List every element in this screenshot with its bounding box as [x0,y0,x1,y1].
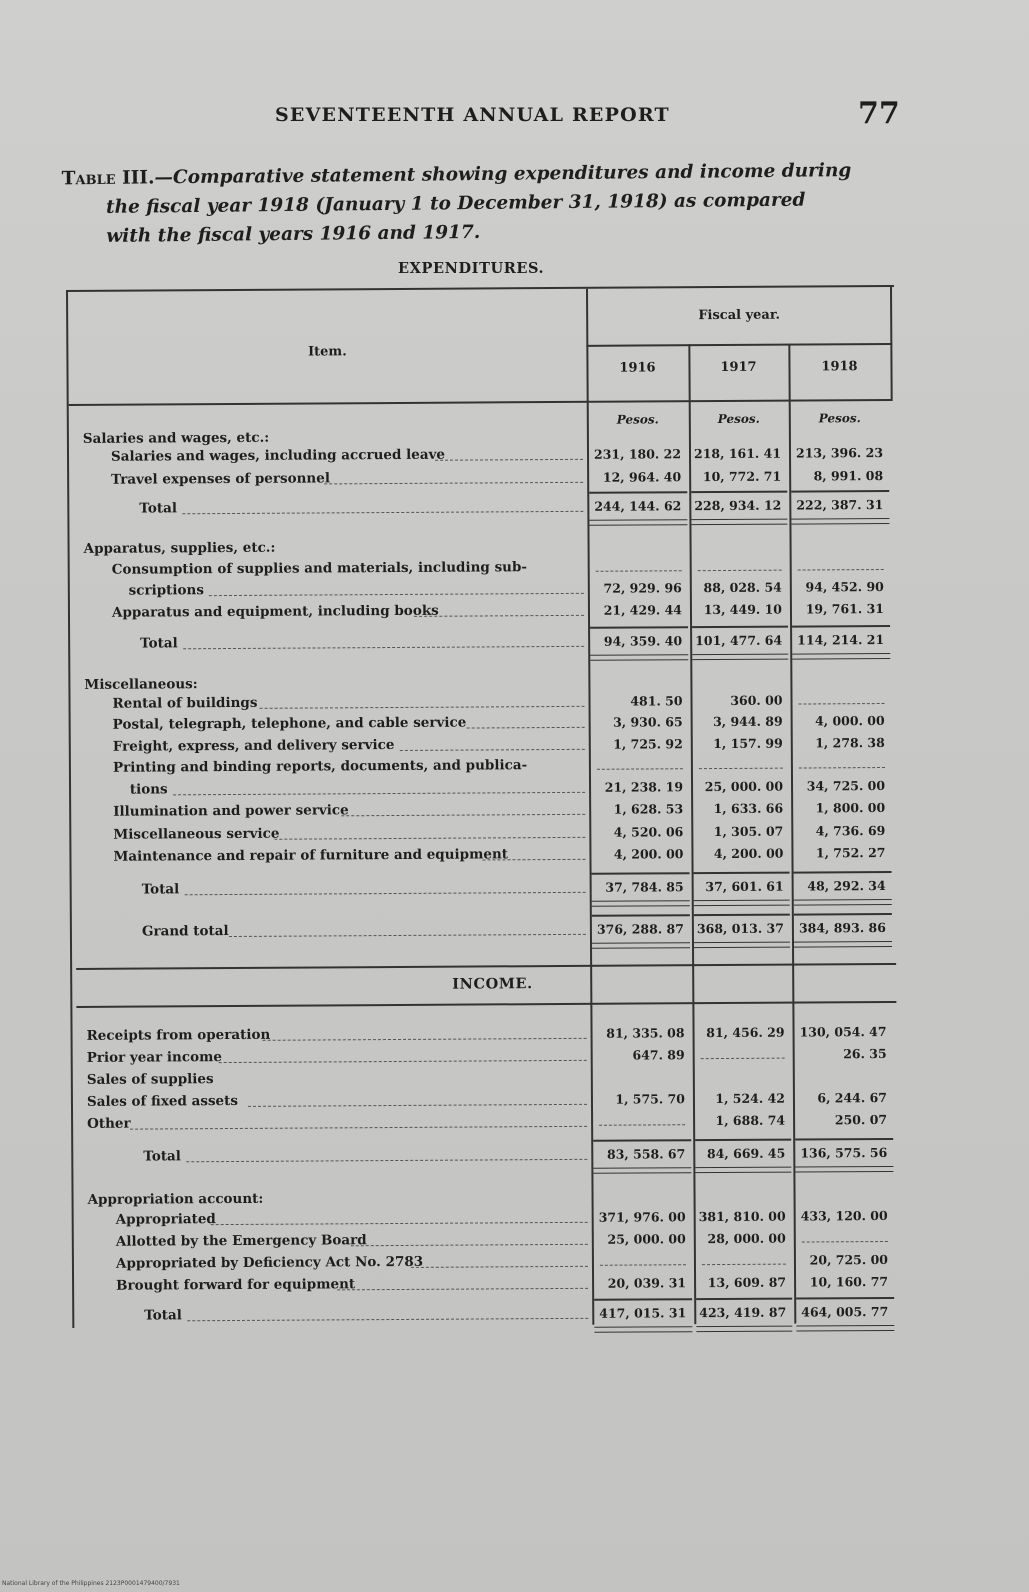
year-1916-header: 1916 [619,360,656,376]
inc-value-1918: 250. 07 [834,1112,888,1128]
total-rule-below [794,899,892,906]
inc-value-1918: 464, 005. 77 [801,1303,889,1320]
exp-value-1918: 4, 736. 69 [815,823,886,839]
exp-row-label: Salaries and wages, including accrued leave [110,446,446,465]
exp-value-1916: 21, 238. 19 [604,779,684,795]
total-rule-above [592,872,690,874]
exp-value-1917: 1, 633. 66 [713,800,784,817]
total-rule-below [594,1326,692,1333]
inc-value-1916: 83, 558. 67 [606,1146,686,1162]
empty-cell-dash [702,1264,786,1266]
empty-cell-dash [597,768,683,770]
inc-value-1917: 381, 810. 00 [698,1208,786,1225]
total-rule-below [590,654,688,661]
exp-value-1916: 1, 628. 53 [613,801,684,817]
library-footer: National Library of the Philippines 2123P0001479400/7931 [2,1580,180,1587]
caption-line-1: —Comparative statement showing expenditures and income during [154,160,852,189]
exp-value-1917: 101, 477. 64 [695,632,783,649]
dot-leader [414,615,584,617]
total-rule-above [694,872,790,874]
empty-cell-dash [802,1241,888,1243]
exp-value-1916: 37, 784. 85 [605,879,684,895]
total-rule-above [794,913,892,915]
inc-value-1917: 28, 000. 00 [707,1230,786,1247]
inc-value-1918: 136, 575. 56 [800,1144,888,1161]
total-rule-above [692,626,788,628]
dot-leader [400,749,585,751]
total-rule-below [791,518,889,525]
dot-leader [185,892,586,895]
inc-row-label: Total [143,1148,181,1165]
dot-leader [173,792,585,796]
inc-row-label: Appropriation account: [87,1190,264,1208]
dot-leader [229,934,586,937]
dot-leader [411,1266,588,1268]
dot-leader [263,1038,587,1041]
inc-value-1917: 423, 419. 87 [699,1304,787,1321]
inc-value-1918: 20, 725. 00 [809,1251,888,1268]
exp-value-1918: 1, 752. 27 [815,845,886,861]
exp-row-label: Grand total [141,923,229,940]
exp-row-label: Printing and binding reports, documents, and publica- [112,757,528,776]
inc-row-label: Receipts from operation [86,1026,271,1044]
empty-cell-dash [596,570,682,572]
year-1917-header: 1917 [720,359,757,376]
empty-cell-dash [799,767,885,769]
inc-row-label: Appropriated [115,1211,216,1228]
exp-value-1916: 3, 930. 65 [613,714,683,730]
inc-value-1916: 81, 335. 08 [606,1025,685,1041]
exp-value-1918: 1, 800. 00 [815,800,886,816]
dot-leader [183,646,584,649]
dot-leader [275,837,586,840]
exp-value-1917: 13, 449. 10 [703,601,783,618]
total-rule-above [796,1297,894,1299]
total-rule-below [694,942,790,949]
exp-value-1917: 37, 601. 61 [705,878,784,895]
exp-value-1918: 384, 893. 86 [798,920,886,936]
dot-leader [341,814,585,816]
dot-leader [466,727,584,729]
income-heading: INCOME. [452,975,533,993]
total-rule-above [696,1298,792,1300]
dot-leader [187,1318,588,1321]
exp-row-label: Rental of buildings [112,694,258,712]
exp-value-1916: 244, 144. 62 [594,498,682,514]
inc-value-1917: 1, 524. 42 [715,1090,785,1107]
income-rule-top [76,963,896,970]
exp-row-label: scriptions [128,582,204,599]
page-number: 77 [858,96,900,131]
unit-1916: Pesos. [616,412,659,427]
empty-cell-dash [798,569,884,571]
total-rule-below [592,900,690,907]
exp-row-label: Total [141,881,180,898]
empty-cell-dash [600,1264,686,1266]
total-rule-above [795,1138,893,1140]
exp-value-1917: 360. 00 [730,692,783,708]
total-rule-below [592,942,690,949]
running-head: SEVENTEENTH ANNUAL REPORT [275,104,670,126]
exp-row-label: Apparatus and equipment, including books [111,602,439,621]
total-rule-above [589,491,687,493]
empty-cell-dash [799,703,885,705]
total-rule-above [593,1139,691,1141]
empty-cell-dash [699,768,783,770]
inc-value-1918: 26. 35 [843,1046,887,1062]
exp-value-1918: 48, 292. 34 [807,878,886,894]
inc-row-label: Sales of supplies [86,1071,214,1088]
exp-value-1917: 228, 934. 12 [694,497,782,514]
inc-value-1916: 647. 89 [632,1047,685,1063]
inc-value-1917: 1, 688. 74 [715,1112,786,1129]
total-rule-below [589,519,687,526]
exp-row-label: Salaries and wages, etc.: [82,429,270,447]
exp-value-1918: 94, 452. 90 [805,579,884,595]
item-column-header: Item. [308,344,347,360]
total-rule-above [695,1139,791,1141]
dot-leader [337,1288,588,1291]
inc-value-1917: 13, 609. 87 [707,1274,787,1291]
exp-value-1916: 12, 964. 40 [602,469,682,485]
inc-value-1918: 433, 120. 00 [800,1207,888,1224]
exp-row-label: Miscellaneous service [113,825,280,843]
total-rule-below [792,653,890,660]
dot-leader [259,706,584,709]
total-rule-above [791,490,889,492]
exp-value-1917: 1, 157. 99 [713,735,783,752]
exp-value-1918: 8, 991. 08 [813,468,884,484]
exp-value-1916: 376, 288. 87 [596,921,684,937]
total-rule-below [795,1166,893,1173]
exp-row-label: Consumption of supplies and materials, including sub- [111,559,528,578]
exp-value-1918: 1, 278. 38 [815,735,885,751]
dot-leader [186,1159,587,1162]
exp-row-label: Travel expenses of personnel [111,470,330,488]
expenditures-heading: EXPENDITURES. [398,260,545,277]
total-rule-below [692,654,788,661]
exp-value-1917: 88, 028. 54 [703,579,782,596]
dot-leader [435,459,583,461]
total-rule-above [694,914,790,916]
exp-value-1916: 4, 200. 00 [613,846,684,862]
dot-leader [324,482,583,485]
table-caption [62,156,893,252]
inc-value-1918: 130, 054. 47 [799,1024,887,1040]
dot-leader [209,593,584,596]
inc-value-1918: 6, 244. 67 [817,1090,887,1106]
exp-row-label: Total [139,500,178,517]
total-rule-above [590,626,688,628]
empty-cell-dash [701,1058,785,1060]
total-rule-below [794,941,892,948]
exp-value-1917: 10, 772. 71 [702,468,782,485]
dot-leader [482,859,585,861]
inc-row-label: Appropriated by Deficiency Act No. 2783 [115,1253,424,1272]
dot-leader [351,1244,588,1246]
inc-row-label: Other [87,1115,131,1132]
total-rule-below [796,1325,894,1332]
dot-leader [219,1060,587,1063]
exp-row-label: Total [140,635,178,652]
total-rule-below [695,1167,791,1174]
inc-value-1916: 25, 000. 00 [607,1231,686,1247]
inc-value-1916: 20, 039. 31 [607,1275,687,1291]
exp-value-1916: 21, 429. 44 [603,602,683,618]
total-rule-above [792,625,890,627]
inc-value-1916: 417, 015. 31 [599,1305,687,1321]
exp-value-1916: 231, 180. 22 [593,446,682,462]
header-rule-fiscal [586,343,892,346]
exp-row-label: Postal, telegraph, telephone, and cable service [112,714,467,733]
empty-cell-dash [599,1124,685,1126]
year-1918-header: 1918 [821,359,858,375]
income-rule-bottom [76,1001,896,1008]
fiscal-year-header: Fiscal year. [698,307,781,324]
exp-row-label: Maintenance and repair of furniture and equipment [113,846,509,865]
total-rule-below [691,519,787,526]
exp-value-1918: 34, 725. 00 [806,778,886,794]
total-rule-above [592,914,690,916]
dot-leader [182,511,583,514]
exp-row-label: tions [129,781,168,798]
inc-row-label: Allotted by the Emergency Board [115,1232,367,1250]
exp-value-1916: 1, 725. 92 [613,736,683,752]
total-rule-below [694,900,790,907]
inc-value-1916: 1, 575. 70 [615,1091,685,1107]
total-rule-above [594,1298,692,1300]
exp-value-1917: 218, 161. 41 [693,445,782,462]
total-rule-below [696,1326,792,1333]
inc-row-label: Total [144,1307,182,1324]
exp-value-1916: 4, 520. 06 [613,824,684,840]
exp-value-1917: 1, 305. 07 [713,823,784,840]
exp-value-1916: 94, 359. 40 [603,633,683,649]
caption-line-2: the fiscal year 1918 (January 1 to December 31, 1918) as compared [105,189,806,218]
unit-1918: Pesos. [818,411,861,426]
empty-cell-dash [698,570,782,572]
exp-row-label: Freight, express, and delivery service [112,737,395,755]
exp-value-1918: 19, 761. 31 [805,601,885,617]
dot-leader [211,1222,588,1225]
exp-value-1917: 25, 000. 00 [704,778,784,795]
inc-row-label: Prior year income [86,1049,222,1066]
exp-value-1917: 3, 944. 89 [713,713,783,730]
exp-value-1916: 481. 50 [630,693,683,709]
exp-value-1918: 222, 387. 31 [796,497,884,513]
inc-value-1917: 81, 456. 29 [706,1024,785,1041]
dot-leader [130,1126,587,1130]
header-rule-bottom [69,399,893,406]
unit-1917: Pesos. [717,411,760,427]
exp-value-1917: 368, 013. 37 [696,920,784,937]
table-number: Table III. [61,167,155,190]
inc-row-label: Sales of fixed assets [86,1092,239,1110]
total-rule-above [794,871,892,873]
inc-value-1917: 84, 669. 45 [706,1145,786,1162]
caption-line-3: with the fiscal years 1916 and 1917. [106,221,481,247]
exp-row-label: Miscellaneous: [84,676,198,693]
inc-value-1916: 371, 976. 00 [598,1209,686,1225]
total-rule-above [691,491,787,493]
statement-table [66,285,900,1328]
total-rule-below [593,1167,691,1174]
exp-row-label: Illumination and power service [113,802,349,820]
exp-value-1918: 114, 214. 21 [797,632,885,648]
inc-row-label: Brought forward for equipment [116,1276,356,1294]
exp-value-1918: 4, 000. 00 [815,713,885,729]
exp-value-1917: 4, 200. 00 [713,845,784,862]
exp-value-1916: 72, 929. 96 [603,580,682,596]
exp-value-1918: 213, 396. 23 [795,445,884,461]
inc-value-1918: 10, 160. 77 [809,1273,889,1290]
dot-leader [248,1104,587,1107]
exp-row-label: Apparatus, supplies, etc.: [83,539,276,557]
